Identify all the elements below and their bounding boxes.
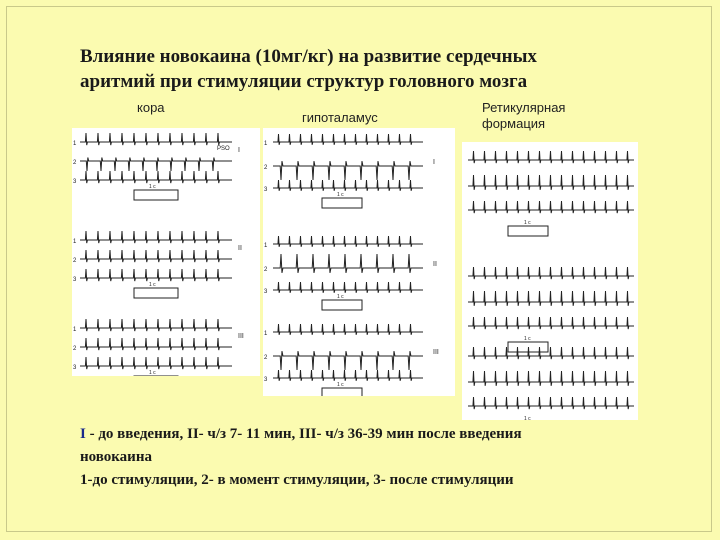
ecg-trace [468,397,634,409]
ecg-trace [80,133,232,145]
trace-number: 1 [73,141,77,147]
ecg-figure-cortex [72,128,260,376]
title-line-1: Влияние новокаина (10мг/кг) на развитие сердечных [80,46,537,67]
trace-number: 2 [73,258,77,264]
scale-label: 1 c [524,336,531,342]
trace-number: 2 [73,160,77,166]
ecg-figure-reticular-formation [462,142,638,420]
trace-number: 2 [73,346,77,352]
trace-number: 3 [73,277,77,283]
section-mark: I [238,147,240,154]
scale-label: 1 c [524,416,531,420]
figure-legend [80,423,680,492]
ecg-trace [468,317,634,329]
column-label-hypothalamus: гипоталамус [302,110,378,125]
legend-line-3: 1-до стимуляции, 2- в момент стимуляции, 3- после стимуляции [80,472,514,488]
scale-label: 1 c [337,294,344,300]
title-line-2: аритмий при стимуляции структур головного мозга [80,71,528,92]
ecg-traces-hypothalamus [263,128,455,396]
ecg-trace [468,291,634,306]
ecg-trace [273,180,423,191]
ecg-trace [468,201,634,213]
scale-bar [322,198,362,208]
ecg-trace [273,351,423,370]
ecg-trace [273,370,423,381]
ecg-trace [80,338,232,350]
ecg-trace [468,267,634,279]
trace-number: 1 [264,141,268,147]
trace-number: 2 [264,165,268,171]
scale-bar [134,190,178,200]
trace-number: 3 [264,187,268,193]
section-mark: I [433,159,435,166]
scale-label: 1 c [524,220,531,226]
scale-label: 1 c [337,382,344,388]
ecg-traces-reticular [462,142,638,420]
scale-label: 1 c [149,184,156,190]
ecg-trace [468,175,634,190]
trace-number: 1 [264,243,268,249]
ecg-trace [273,282,423,293]
ecg-trace [80,231,232,243]
ecg-trace [273,161,423,180]
legend-line-1: I - до введения, II- ч/з 7- 11 мин, III- ч/з 36-39 мин после введения [80,426,522,442]
ecg-trace [273,324,423,335]
trace-number: 3 [264,377,268,383]
column-label-cortex: кора [137,100,165,115]
ecg-trace [273,134,423,145]
ecg-trace [80,357,232,369]
section-mark: III [433,349,439,356]
slide-title [80,44,660,94]
trace-number: 2 [264,267,268,273]
trace-number: 1 [264,331,268,337]
ecg-trace [468,347,634,359]
section-mark: II [433,261,437,268]
section-mark: II [238,245,242,252]
scale-label: 1 c [149,370,156,376]
ecg-trace [468,371,634,386]
ecg-trace [80,158,232,172]
column-label-reticular-formation: Ретикулярная формация [482,100,566,131]
scale-bar [322,388,362,396]
ecg-figure-hypothalamus [263,128,455,396]
ecg-trace [80,250,232,262]
ecg-trace [468,151,634,163]
scale-bar [322,300,362,310]
scale-bar [508,226,548,236]
scale-label: 1 c [337,192,344,198]
ecg-trace [273,254,423,273]
scale-label: 1 c [149,282,156,288]
trace-number: 3 [264,289,268,295]
trace-number: 3 [73,365,77,371]
ecg-trace [80,269,232,281]
section-mark: III [238,333,244,340]
trace-number: 2 [264,355,268,361]
trace-number: 1 [73,239,77,245]
stim-tag: PSO [217,146,230,152]
trace-number: 1 [73,327,77,333]
legend-line-2: новокаина [80,449,152,465]
ecg-trace [80,319,232,331]
ecg-traces-cortex [72,128,260,376]
ecg-trace [273,236,423,247]
trace-number: 3 [73,179,77,185]
ecg-trace [80,171,232,183]
scale-bar [134,288,178,298]
